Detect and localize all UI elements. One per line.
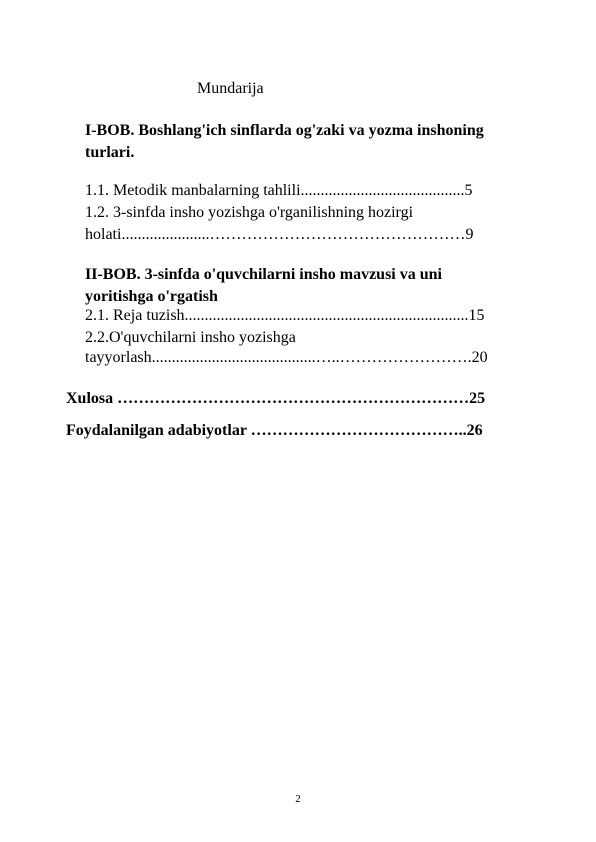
toc-entry-1-2-continued: holati......................…………………………………………9	[85, 226, 474, 243]
chapter2-heading-continued: yoritishga o'rgatish	[85, 288, 218, 305]
chapter1-heading-continued: turlari.	[85, 144, 135, 161]
toc-title: Mundarija	[197, 80, 264, 97]
toc-conclusion: Xulosa …………………………………………………………25	[66, 390, 486, 407]
page-number: 2	[295, 793, 301, 805]
chapter1-heading: I-BOB. Boshlang'ich sinflarda og'zaki va yozma inshoning	[85, 122, 484, 139]
toc-entry-2-2-continued: tayyorlash.........................................…..…………………….20	[85, 349, 488, 366]
toc-entry-1-1: 1.1. Metodik manbalarning tahlili.........................................5	[85, 182, 473, 199]
toc-entry-2-2: 2.2.O'quvchilarni insho yozishga	[85, 329, 296, 346]
toc-references: Foydalanilgan adabiyotlar …………………………………..26	[66, 422, 483, 439]
chapter2-heading: II-BOB. 3-sinfda o'quvchilarni insho mavzusi va uni	[85, 266, 442, 283]
toc-entry-2-1: 2.1. Reja tuzish.......................................................................15	[85, 307, 485, 324]
toc-entry-1-2: 1.2. 3-sinfda insho yozishga o'rganilishning hozirgi	[85, 204, 414, 221]
